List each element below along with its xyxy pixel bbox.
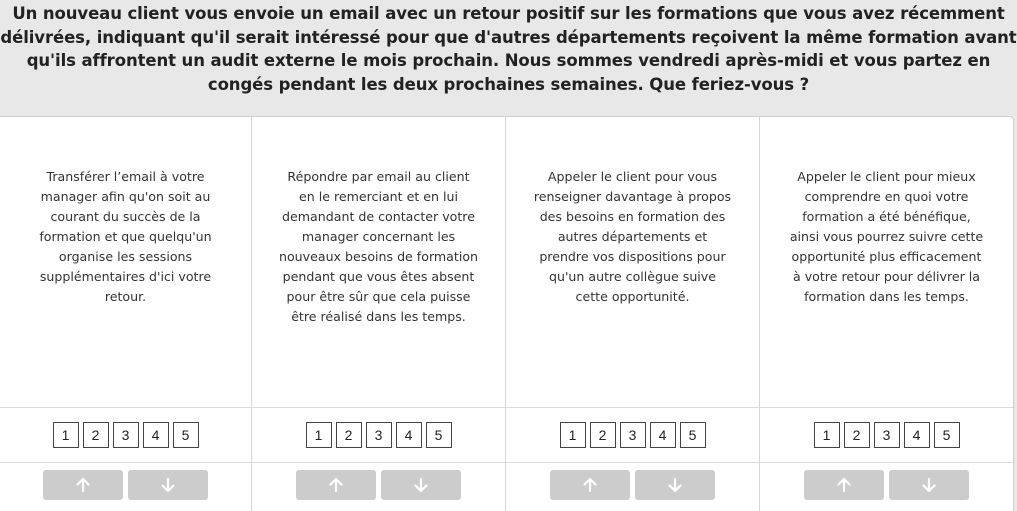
- arrow-down-icon: [160, 477, 176, 493]
- rating-scale: [760, 407, 1013, 463]
- rating-button-4[interactable]: 4: [396, 422, 422, 448]
- rating-button-2[interactable]: 2: [590, 422, 616, 448]
- option-text: Appeler le client pour mieux comprendre en quoi votre formation a été bénéfique, ainsi vous pourrez suivre cette opportunité plus efficacement à votre retour pour délivrer la formation dans les temps.: [789, 169, 984, 304]
- arrow-up-icon: [75, 477, 91, 493]
- arrow-up-icon: [582, 477, 598, 493]
- rating-button-5[interactable]: 5: [934, 422, 960, 448]
- move-up-button[interactable]: [550, 470, 630, 500]
- reorder-controls: [252, 470, 505, 500]
- option-text: Appeler le client pour vous renseigner davantage à propos des besoins en formation des autres départements et prendre vos dispositions pour qu'un autre collègue suive cette opportunité.: [533, 169, 732, 304]
- rating-scale: [252, 407, 505, 463]
- rating-button-2[interactable]: 2: [336, 422, 362, 448]
- move-down-button[interactable]: [635, 470, 715, 500]
- move-down-button[interactable]: [128, 470, 208, 500]
- options-panel: [0, 116, 1014, 511]
- arrow-down-icon: [413, 477, 429, 493]
- question-text: Un nouveau client vous envoie un email avec un retour positif sur les formations que vous avez récemment délivrées, indiquant qu'il serait intéressé pour que d'autres départements reçoivent la même formation avant qu'ils affrontent un audit externe le mois prochain. Nous sommes vendredi après-midi et vous partez en congés pendant les deux prochaines semaines. Que feriez-vous ?: [0, 4, 1017, 94]
- rating-button-4[interactable]: 4: [904, 422, 930, 448]
- option-card-4: [760, 117, 1013, 511]
- rating-scale: [0, 407, 251, 463]
- rating-button-3[interactable]: 3: [366, 422, 392, 448]
- option-card-2: [252, 117, 506, 511]
- option-card-3: [506, 117, 760, 511]
- move-down-button[interactable]: [381, 470, 461, 500]
- rating-button-5[interactable]: 5: [680, 422, 706, 448]
- rating-button-3[interactable]: 3: [874, 422, 900, 448]
- move-up-button[interactable]: [804, 470, 884, 500]
- move-up-button[interactable]: [43, 470, 123, 500]
- rating-button-1[interactable]: 1: [560, 422, 586, 448]
- rating-button-5[interactable]: 5: [426, 422, 452, 448]
- option-text: Transférer l’email à votre manager afin qu'on soit au courant du succès de la formation et que quelqu'un organise les sessions supplémentaires d'ici votre retour.: [39, 169, 212, 304]
- arrow-up-icon: [328, 477, 344, 493]
- reorder-controls: [0, 470, 251, 500]
- reorder-controls: [760, 470, 1013, 500]
- move-down-button[interactable]: [889, 470, 969, 500]
- rating-button-5[interactable]: 5: [173, 422, 199, 448]
- arrow-down-icon: [921, 477, 937, 493]
- rating-button-1[interactable]: 1: [306, 422, 332, 448]
- rating-button-2[interactable]: 2: [844, 422, 870, 448]
- rating-button-1[interactable]: 1: [814, 422, 840, 448]
- rating-button-1[interactable]: 1: [53, 422, 79, 448]
- rating-button-4[interactable]: 4: [650, 422, 676, 448]
- reorder-controls: [506, 470, 759, 500]
- rating-button-3[interactable]: 3: [113, 422, 139, 448]
- arrow-up-icon: [836, 477, 852, 493]
- rating-button-4[interactable]: 4: [143, 422, 169, 448]
- rating-scale: [506, 407, 759, 463]
- rating-button-2[interactable]: 2: [83, 422, 109, 448]
- rating-button-3[interactable]: 3: [620, 422, 646, 448]
- arrow-down-icon: [667, 477, 683, 493]
- option-text: Répondre par email au client en le remerciant et en lui demandant de contacter votre manager concernant les nouveaux besoins de formation pendant que vous êtes absent pour être sûr que cela puisse être réalisé dans les temps.: [278, 169, 479, 324]
- option-card-1: [0, 117, 252, 511]
- move-up-button[interactable]: [296, 470, 376, 500]
